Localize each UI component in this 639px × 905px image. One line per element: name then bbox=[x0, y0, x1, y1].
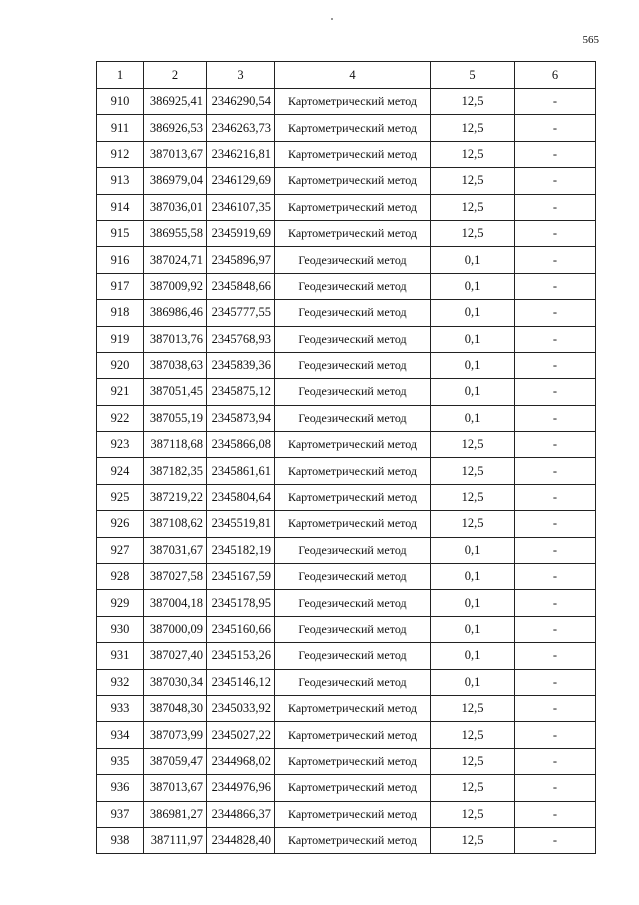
method-cell: Геодезический метод bbox=[275, 379, 431, 405]
table-row bbox=[97, 115, 596, 141]
accuracy-cell: 0,1 bbox=[431, 669, 515, 695]
point-number-cell: 918 bbox=[97, 300, 144, 326]
method-cell: Картометрический метод bbox=[275, 722, 431, 748]
point-number-cell: 929 bbox=[97, 590, 144, 616]
note-cell: - bbox=[515, 748, 596, 774]
note-cell: - bbox=[515, 827, 596, 853]
page-number: 565 bbox=[582, 34, 599, 46]
y-coordinate-cell: 2345167,59 bbox=[207, 564, 275, 590]
y-coordinate-cell: 2346290,54 bbox=[207, 89, 275, 115]
y-coordinate-cell: 2346129,69 bbox=[207, 168, 275, 194]
y-coordinate-cell: 2345848,66 bbox=[207, 273, 275, 299]
note-cell: - bbox=[515, 379, 596, 405]
table-row bbox=[97, 669, 596, 695]
x-coordinate-cell: 386925,41 bbox=[144, 89, 207, 115]
x-coordinate-cell: 387000,09 bbox=[144, 616, 207, 642]
table-row bbox=[97, 458, 596, 484]
x-coordinate-cell: 386986,46 bbox=[144, 300, 207, 326]
accuracy-cell: 12,5 bbox=[431, 748, 515, 774]
y-coordinate-cell: 2344828,40 bbox=[207, 827, 275, 853]
note-cell: - bbox=[515, 537, 596, 563]
note-cell: - bbox=[515, 89, 596, 115]
accuracy-cell: 0,1 bbox=[431, 616, 515, 642]
accuracy-cell: 12,5 bbox=[431, 89, 515, 115]
coordinates-table bbox=[96, 61, 596, 854]
accuracy-cell: 12,5 bbox=[431, 458, 515, 484]
method-cell: Геодезический метод bbox=[275, 669, 431, 695]
point-number-cell: 926 bbox=[97, 511, 144, 537]
accuracy-cell: 0,1 bbox=[431, 300, 515, 326]
table-row bbox=[97, 194, 596, 220]
x-coordinate-cell: 387027,40 bbox=[144, 643, 207, 669]
header-cell: 1 bbox=[97, 62, 144, 89]
accuracy-cell: 12,5 bbox=[431, 141, 515, 167]
x-coordinate-cell: 387219,22 bbox=[144, 484, 207, 510]
method-cell: Картометрический метод bbox=[275, 89, 431, 115]
method-cell: Картометрический метод bbox=[275, 432, 431, 458]
y-coordinate-cell: 2344866,37 bbox=[207, 801, 275, 827]
table-row bbox=[97, 695, 596, 721]
y-coordinate-cell: 2345866,08 bbox=[207, 432, 275, 458]
y-coordinate-cell: 2344968,02 bbox=[207, 748, 275, 774]
x-coordinate-cell: 386926,53 bbox=[144, 115, 207, 141]
y-coordinate-cell: 2345160,66 bbox=[207, 616, 275, 642]
table-row bbox=[97, 352, 596, 378]
accuracy-cell: 12,5 bbox=[431, 432, 515, 458]
point-number-cell: 924 bbox=[97, 458, 144, 484]
x-coordinate-cell: 387048,30 bbox=[144, 695, 207, 721]
header-cell: 2 bbox=[144, 62, 207, 89]
y-coordinate-cell: 2346216,81 bbox=[207, 141, 275, 167]
point-number-cell: 937 bbox=[97, 801, 144, 827]
y-coordinate-cell: 2345519,81 bbox=[207, 511, 275, 537]
x-coordinate-cell: 387055,19 bbox=[144, 405, 207, 431]
note-cell: - bbox=[515, 775, 596, 801]
note-cell: - bbox=[515, 115, 596, 141]
header-cell: 3 bbox=[207, 62, 275, 89]
x-coordinate-cell: 387030,34 bbox=[144, 669, 207, 695]
accuracy-cell: 0,1 bbox=[431, 590, 515, 616]
method-cell: Картометрический метод bbox=[275, 827, 431, 853]
method-cell: Геодезический метод bbox=[275, 537, 431, 563]
note-cell: - bbox=[515, 511, 596, 537]
y-coordinate-cell: 2345182,19 bbox=[207, 537, 275, 563]
x-coordinate-cell: 387036,01 bbox=[144, 194, 207, 220]
x-coordinate-cell: 387073,99 bbox=[144, 722, 207, 748]
header-cell: 6 bbox=[515, 62, 596, 89]
point-number-cell: 933 bbox=[97, 695, 144, 721]
point-number-cell: 925 bbox=[97, 484, 144, 510]
method-cell: Геодезический метод bbox=[275, 300, 431, 326]
method-cell: Геодезический метод bbox=[275, 590, 431, 616]
note-cell: - bbox=[515, 194, 596, 220]
y-coordinate-cell: 2344976,96 bbox=[207, 775, 275, 801]
method-cell: Картометрический метод bbox=[275, 484, 431, 510]
x-coordinate-cell: 386981,27 bbox=[144, 801, 207, 827]
table-row bbox=[97, 511, 596, 537]
point-number-cell: 917 bbox=[97, 273, 144, 299]
table-row bbox=[97, 141, 596, 167]
x-coordinate-cell: 387004,18 bbox=[144, 590, 207, 616]
y-coordinate-cell: 2346107,35 bbox=[207, 194, 275, 220]
table-row bbox=[97, 801, 596, 827]
accuracy-cell: 0,1 bbox=[431, 564, 515, 590]
point-number-cell: 934 bbox=[97, 722, 144, 748]
note-cell: - bbox=[515, 722, 596, 748]
table-body bbox=[97, 89, 596, 854]
x-coordinate-cell: 387024,71 bbox=[144, 247, 207, 273]
table-row bbox=[97, 247, 596, 273]
y-coordinate-cell: 2345839,36 bbox=[207, 352, 275, 378]
table-row bbox=[97, 537, 596, 563]
table-row bbox=[97, 326, 596, 352]
point-number-cell: 919 bbox=[97, 326, 144, 352]
method-cell: Картометрический метод bbox=[275, 511, 431, 537]
accuracy-cell: 12,5 bbox=[431, 168, 515, 194]
y-coordinate-cell: 2345146,12 bbox=[207, 669, 275, 695]
note-cell: - bbox=[515, 590, 596, 616]
table-row bbox=[97, 775, 596, 801]
table-header-row bbox=[97, 62, 596, 89]
y-coordinate-cell: 2345178,95 bbox=[207, 590, 275, 616]
y-coordinate-cell: 2345896,97 bbox=[207, 247, 275, 273]
accuracy-cell: 12,5 bbox=[431, 511, 515, 537]
method-cell: Картометрический метод bbox=[275, 168, 431, 194]
table-row bbox=[97, 484, 596, 510]
point-number-cell: 930 bbox=[97, 616, 144, 642]
accuracy-cell: 12,5 bbox=[431, 722, 515, 748]
accuracy-cell: 0,1 bbox=[431, 643, 515, 669]
y-coordinate-cell: 2345033,92 bbox=[207, 695, 275, 721]
accuracy-cell: 12,5 bbox=[431, 827, 515, 853]
accuracy-cell: 12,5 bbox=[431, 220, 515, 246]
accuracy-cell: 12,5 bbox=[431, 695, 515, 721]
method-cell: Геодезический метод bbox=[275, 247, 431, 273]
point-number-cell: 932 bbox=[97, 669, 144, 695]
accuracy-cell: 0,1 bbox=[431, 247, 515, 273]
x-coordinate-cell: 387013,67 bbox=[144, 141, 207, 167]
table-row bbox=[97, 748, 596, 774]
table-row bbox=[97, 564, 596, 590]
y-coordinate-cell: 2345027,22 bbox=[207, 722, 275, 748]
y-coordinate-cell: 2346263,73 bbox=[207, 115, 275, 141]
point-number-cell: 914 bbox=[97, 194, 144, 220]
note-cell: - bbox=[515, 432, 596, 458]
method-cell: Картометрический метод bbox=[275, 458, 431, 484]
method-cell: Геодезический метод bbox=[275, 564, 431, 590]
accuracy-cell: 12,5 bbox=[431, 194, 515, 220]
point-number-cell: 922 bbox=[97, 405, 144, 431]
point-number-cell: 912 bbox=[97, 141, 144, 167]
note-cell: - bbox=[515, 168, 596, 194]
table-row bbox=[97, 379, 596, 405]
accuracy-cell: 0,1 bbox=[431, 537, 515, 563]
point-number-cell: 921 bbox=[97, 379, 144, 405]
point-number-cell: 931 bbox=[97, 643, 144, 669]
table-row bbox=[97, 405, 596, 431]
table-row bbox=[97, 616, 596, 642]
point-number-cell: 935 bbox=[97, 748, 144, 774]
point-number-cell: 913 bbox=[97, 168, 144, 194]
y-coordinate-cell: 2345153,26 bbox=[207, 643, 275, 669]
x-coordinate-cell: 387182,35 bbox=[144, 458, 207, 484]
note-cell: - bbox=[515, 458, 596, 484]
x-coordinate-cell: 387111,97 bbox=[144, 827, 207, 853]
point-number-cell: 910 bbox=[97, 89, 144, 115]
method-cell: Картометрический метод bbox=[275, 801, 431, 827]
accuracy-cell: 12,5 bbox=[431, 775, 515, 801]
method-cell: Геодезический метод bbox=[275, 273, 431, 299]
method-cell: Картометрический метод bbox=[275, 194, 431, 220]
note-cell: - bbox=[515, 564, 596, 590]
x-coordinate-cell: 387031,67 bbox=[144, 537, 207, 563]
accuracy-cell: 12,5 bbox=[431, 115, 515, 141]
point-number-cell: 938 bbox=[97, 827, 144, 853]
y-coordinate-cell: 2345777,55 bbox=[207, 300, 275, 326]
x-coordinate-cell: 387027,58 bbox=[144, 564, 207, 590]
accuracy-cell: 0,1 bbox=[431, 273, 515, 299]
note-cell: - bbox=[515, 616, 596, 642]
method-cell: Геодезический метод bbox=[275, 643, 431, 669]
method-cell: Картометрический метод bbox=[275, 775, 431, 801]
accuracy-cell: 0,1 bbox=[431, 379, 515, 405]
header-cell: 4 bbox=[275, 62, 431, 89]
note-cell: - bbox=[515, 326, 596, 352]
point-number-cell: 911 bbox=[97, 115, 144, 141]
accuracy-cell: 12,5 bbox=[431, 801, 515, 827]
method-cell: Картометрический метод bbox=[275, 115, 431, 141]
point-number-cell: 936 bbox=[97, 775, 144, 801]
note-cell: - bbox=[515, 669, 596, 695]
table-row bbox=[97, 300, 596, 326]
x-coordinate-cell: 387013,67 bbox=[144, 775, 207, 801]
table-row bbox=[97, 89, 596, 115]
x-coordinate-cell: 387108,62 bbox=[144, 511, 207, 537]
y-coordinate-cell: 2345875,12 bbox=[207, 379, 275, 405]
note-cell: - bbox=[515, 352, 596, 378]
table-row bbox=[97, 168, 596, 194]
method-cell: Геодезический метод bbox=[275, 326, 431, 352]
note-cell: - bbox=[515, 643, 596, 669]
y-coordinate-cell: 2345873,94 bbox=[207, 405, 275, 431]
scan-speck bbox=[331, 18, 333, 20]
x-coordinate-cell: 387059,47 bbox=[144, 748, 207, 774]
method-cell: Картометрический метод bbox=[275, 220, 431, 246]
y-coordinate-cell: 2345919,69 bbox=[207, 220, 275, 246]
note-cell: - bbox=[515, 695, 596, 721]
note-cell: - bbox=[515, 801, 596, 827]
accuracy-cell: 12,5 bbox=[431, 484, 515, 510]
table-row bbox=[97, 590, 596, 616]
note-cell: - bbox=[515, 484, 596, 510]
point-number-cell: 923 bbox=[97, 432, 144, 458]
y-coordinate-cell: 2345804,64 bbox=[207, 484, 275, 510]
point-number-cell: 927 bbox=[97, 537, 144, 563]
point-number-cell: 920 bbox=[97, 352, 144, 378]
point-number-cell: 915 bbox=[97, 220, 144, 246]
x-coordinate-cell: 386955,58 bbox=[144, 220, 207, 246]
y-coordinate-cell: 2345768,93 bbox=[207, 326, 275, 352]
point-number-cell: 916 bbox=[97, 247, 144, 273]
header-cell: 5 bbox=[431, 62, 515, 89]
note-cell: - bbox=[515, 141, 596, 167]
x-coordinate-cell: 387038,63 bbox=[144, 352, 207, 378]
method-cell: Картометрический метод bbox=[275, 695, 431, 721]
table-row bbox=[97, 220, 596, 246]
method-cell: Картометрический метод bbox=[275, 748, 431, 774]
y-coordinate-cell: 2345861,61 bbox=[207, 458, 275, 484]
accuracy-cell: 0,1 bbox=[431, 405, 515, 431]
method-cell: Картометрический метод bbox=[275, 141, 431, 167]
table-row bbox=[97, 827, 596, 853]
accuracy-cell: 0,1 bbox=[431, 326, 515, 352]
x-coordinate-cell: 387013,76 bbox=[144, 326, 207, 352]
point-number-cell: 928 bbox=[97, 564, 144, 590]
x-coordinate-cell: 386979,04 bbox=[144, 168, 207, 194]
note-cell: - bbox=[515, 405, 596, 431]
table-row bbox=[97, 722, 596, 748]
note-cell: - bbox=[515, 273, 596, 299]
method-cell: Геодезический метод bbox=[275, 352, 431, 378]
table-row bbox=[97, 432, 596, 458]
accuracy-cell: 0,1 bbox=[431, 352, 515, 378]
table-row bbox=[97, 643, 596, 669]
x-coordinate-cell: 387118,68 bbox=[144, 432, 207, 458]
note-cell: - bbox=[515, 247, 596, 273]
method-cell: Геодезический метод bbox=[275, 405, 431, 431]
method-cell: Геодезический метод bbox=[275, 616, 431, 642]
x-coordinate-cell: 387009,92 bbox=[144, 273, 207, 299]
note-cell: - bbox=[515, 220, 596, 246]
table-row bbox=[97, 273, 596, 299]
note-cell: - bbox=[515, 300, 596, 326]
x-coordinate-cell: 387051,45 bbox=[144, 379, 207, 405]
